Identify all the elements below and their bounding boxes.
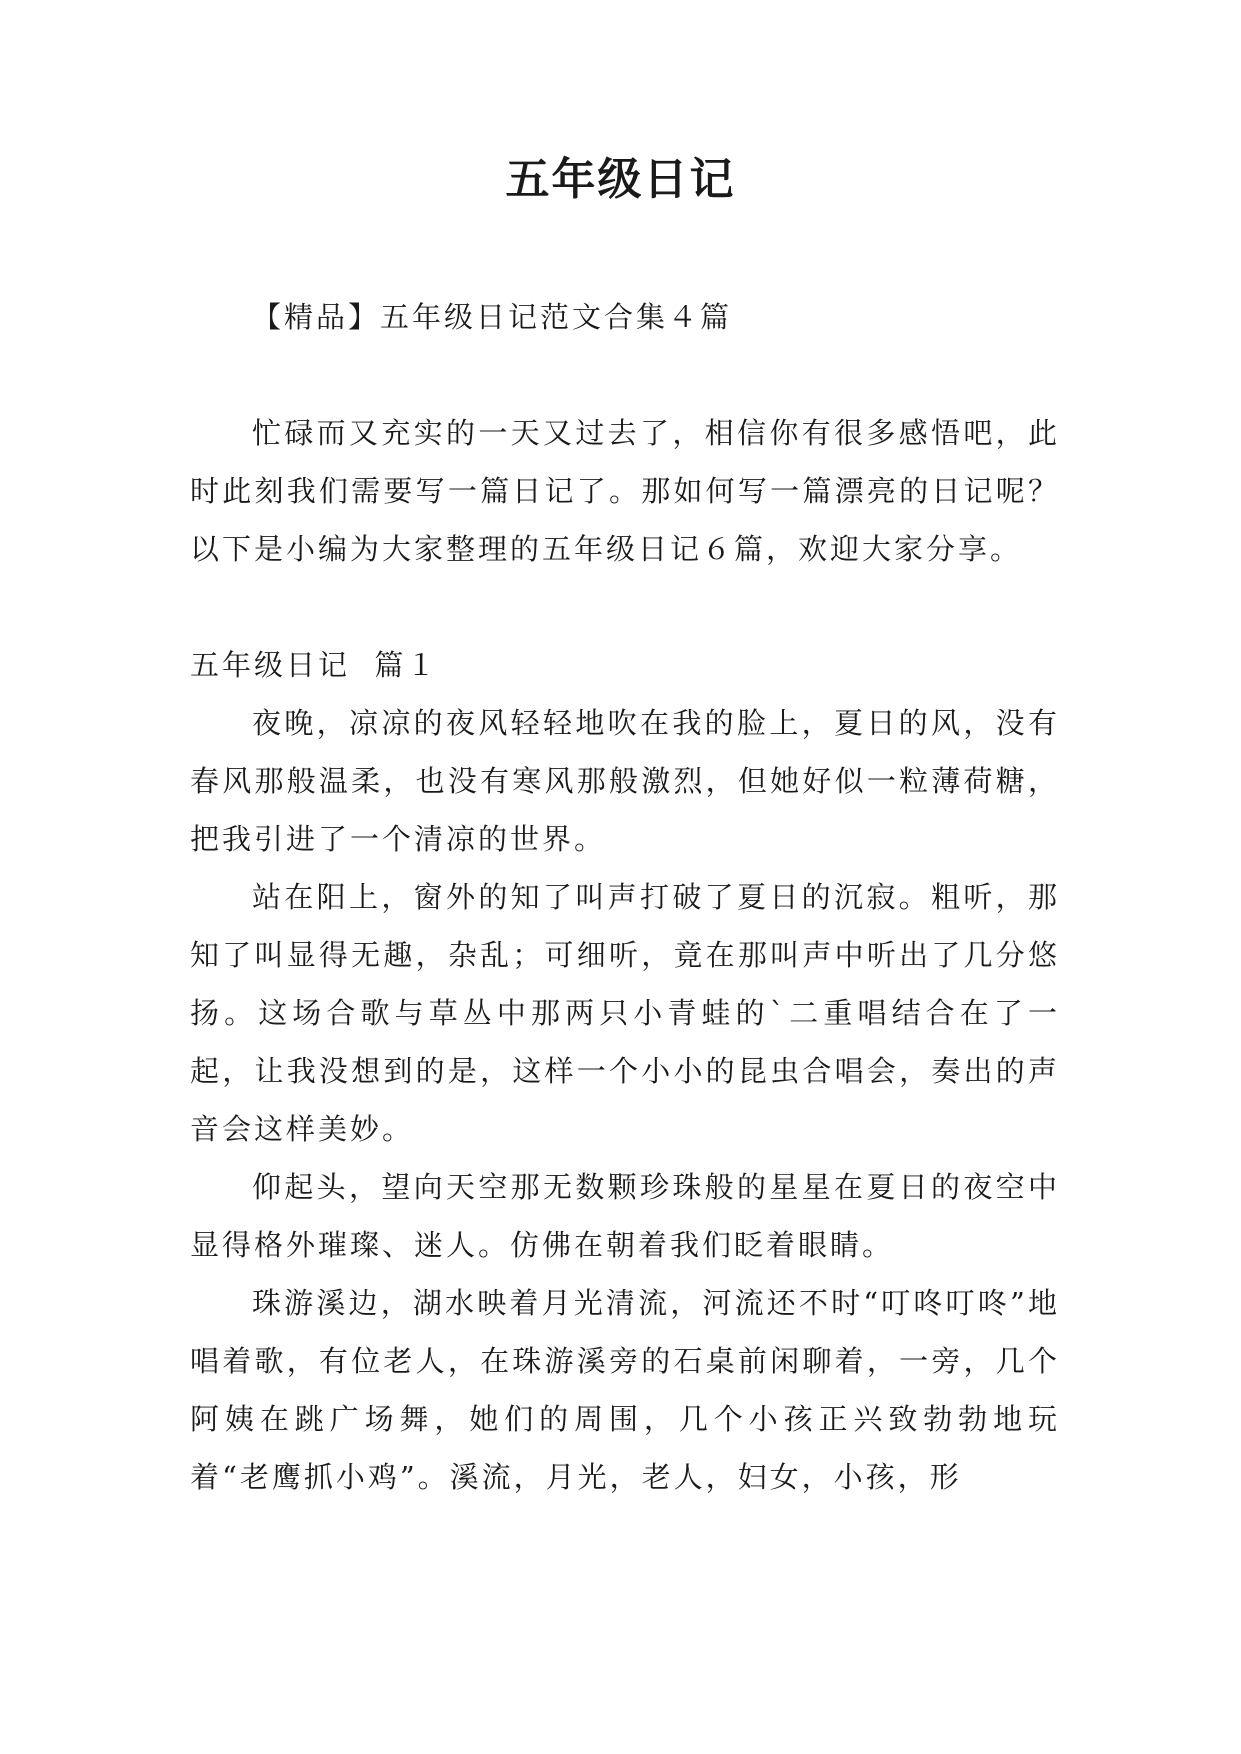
body-paragraph: 仰起头，望向天空那无数颗珍珠般的星星在夏日的夜空中显得格外璀璨、迷人。仿佛在朝着我们眨着眼睛。 xyxy=(190,1170,1060,1262)
intro-paragraph: 忙碌而又充实的一天又过去了，相信你有很多感悟吧，此时此刻我们需要写一篇日记了。那如何写一篇漂亮的日记呢？以下是小编为大家整理的五年级日记６篇，欢迎大家分享。 xyxy=(190,416,1060,566)
body-paragraph: 珠游溪边，湖水映着月光清流，河流还不时“叮咚叮咚”地唱着歌，有位老人，在珠游溪旁的石桌前闲聊着，一旁，几个阿姨在跳广场舞，她们的周围，几个小孩正兴致勃勃地玩着“老鹰抓小鸡”。溪流，月光，老人，妇女，小孩，形 xyxy=(190,1286,1060,1494)
document-subtitle: 【精品】五年级日记范文合集４篇 xyxy=(252,300,733,334)
body-paragraph: 夜晚，凉凉的夜风轻轻地吹在我的脸上，夏日的风，没有春风那般温柔，也没有寒风那般激烈，但她好似一粒薄荷糖，把我引进了一个清凉的世界。 xyxy=(190,706,1060,856)
body-paragraph: 站在阳上，窗外的知了叫声打破了夏日的沉寂。粗听，那知了叫显得无趣，杂乱；可细听，竟在那叫声中听出了几分悠扬。这场合歌与草丛中那两只小青蛙的`二重唱结合在了一起，让我没想到的是，这样一个小小的昆虫合唱会，奏出的声音会这样美妙。 xyxy=(190,880,1060,1146)
document-title: 五年级日记 xyxy=(505,154,736,205)
section-heading: 五年级日记 篇１ xyxy=(190,648,439,682)
document-body xyxy=(190,288,1060,1506)
